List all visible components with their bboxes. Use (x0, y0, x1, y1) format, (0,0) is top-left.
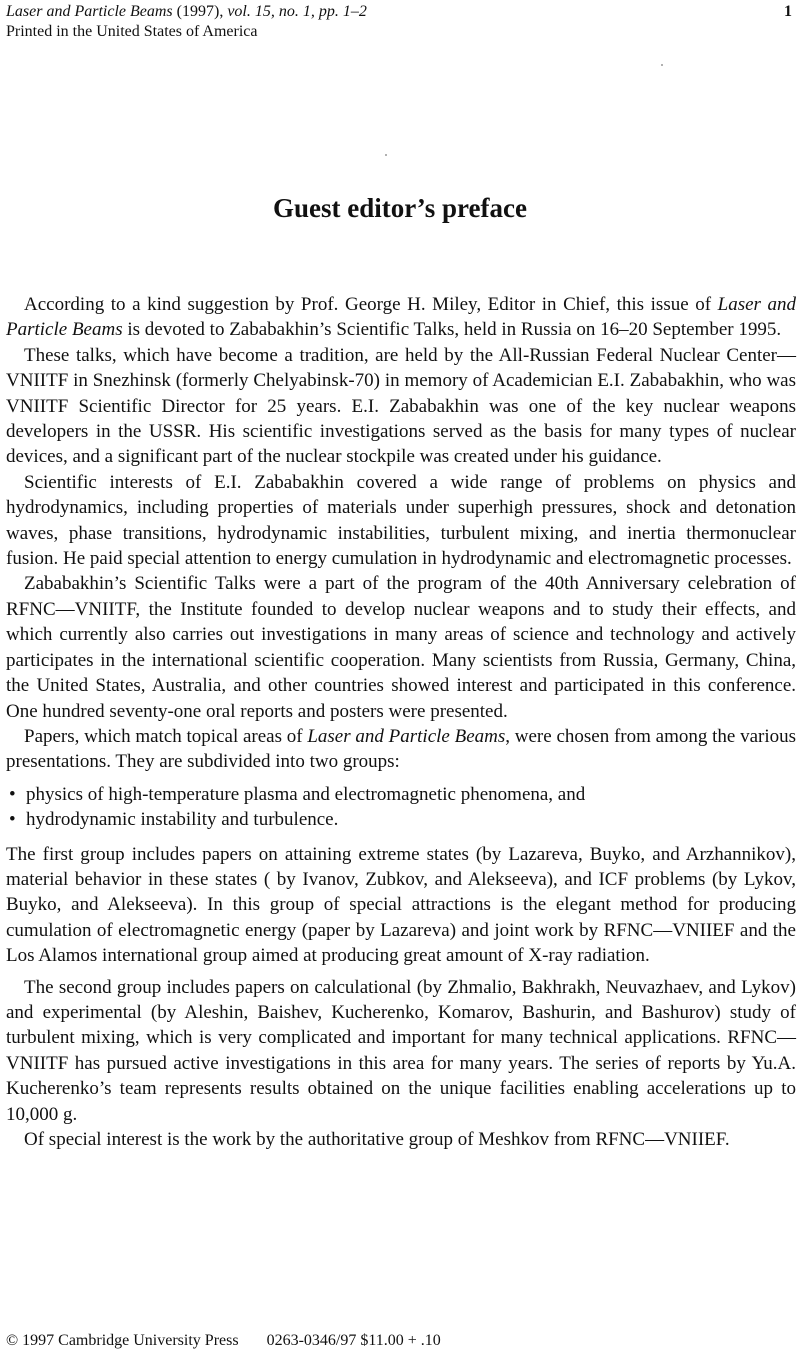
paragraph: According to a kind suggestion by Prof. George H. Miley, Editor in Chief, this issue of Laser and Particle Beams is devoted to Zababakhin’s Scientific Talks, held in Russia on 16–20 September 1995. (6, 294, 796, 341)
article-body (6, 292, 796, 1152)
journal-name: Laser and Particle Beams (6, 3, 173, 20)
topic-list (6, 782, 796, 833)
page-footer (6, 1332, 441, 1350)
list-item: • physics of high-temperature plasma and electromagnetic phenomena, and (6, 782, 796, 807)
journal-citation (6, 2, 792, 22)
scan-speck (661, 64, 663, 66)
paragraph: Zababakhin’s Scientific Talks were a part of the program of the 40th Anniversary celebration of RFNC—VNIITF, the Institute founded to develop nuclear weapons and to study their effects, and which currently also carries out investigations in many areas of science and technology and actively participates in the international scientific cooperation. Many scientists from Russia, Germany, China, the United States, Australia, and other countries showed interest and participated in this conference. One hundred seventy-one oral reports and posters were presented. (6, 573, 796, 722)
page-number: 1 (784, 3, 792, 20)
paragraph: The second group includes papers on calculational (by Zhmalio, Bakhrakh, Neuvazhaev, and Lykov) and experimental (by Aleshin, Baishev, Kucherenko, Komarov, Bashurin, and Bashurov) study of turbulent mixing, which is very complicated and important for many technical applications. RFNC—VNIITF has pursued active investigations in this area for many years. The series of reports by Yu.A. Kucherenko’s team represents results obtained on the unique facilities enabling accelerations up to 10,000 g. (6, 976, 796, 1125)
paragraph: Papers, which match topical areas of Laser and Particle Beams, were chosen from among the various presentations. They are subdivided into two groups: (6, 725, 797, 773)
issn-price: 0263-0346/97 $11.00 + .10 (266, 1332, 441, 1349)
copyright-notice: © 1997 Cambridge University Press (6, 1332, 239, 1349)
paragraph: These talks, which have become a tradition, are held by the All-Russian Federal Nuclear Center—VNIITF in Snezhinsk (formerly Chelyabinsk-70) in memory of Academician E.I. Zababakhin, who was VNIITF Scientific Director for 25 years. E.I. Zababakhin was one of the key nuclear weapons developers in the USSR. His scientific investigations served as the basis for many types of nuclear devices, and a significant part of the nuclear stockpile was created under his guidance. (6, 344, 796, 468)
printed-location: Printed in the United States of America (6, 23, 258, 40)
article-title: Guest editor’s preface (273, 193, 527, 223)
paragraph: Scientific interests of E.I. Zababakhin covered a wide range of problems on physics and hydrodynamics, including properties of materials under superhigh pressures, shock and detonation waves, phase transitions, hydrodynamic instabilities, turbulent mixing, and inertia thermonuclear fusion. He paid special attention to energy cumulation in hydrodynamic and electromagnetic processes. (6, 471, 796, 570)
journal-name-inline: Laser and Particle Beams (307, 725, 506, 747)
journal-volume-pages: vol. 15, no. 1, pp. 1–2 (227, 3, 367, 20)
scan-speck (385, 154, 387, 156)
journal-name-inline: Laser and Particle Beams (6, 294, 796, 341)
list-item: • hydrodynamic instability and turbulence. (6, 807, 796, 832)
bullet-icon: • (9, 809, 16, 831)
journal-year: (1997), (176, 3, 228, 20)
paragraph: The first group includes papers on attaining extreme states (by Lazareva, Buyko, and Arzhannikov), material behavior in these states ( by Ivanov, Zubkov, and Alekseeva), and ICF problems (by Lykov, Buyko, and Alekseeva). In this group of special attractions is the elegant method for producing cumulation of electromagnetic energy (paper by Lazareva) and joint work by RFNC—VNIIEF and the Los Alamos international group aimed at producing great amount of X-ray radiation. (6, 843, 796, 967)
paragraph: Of special interest is the work by the authoritative group of Meshkov from RFNC—VNIIEF. (24, 1129, 730, 1150)
running-header (6, 2, 792, 42)
bullet-icon: • (9, 783, 16, 805)
